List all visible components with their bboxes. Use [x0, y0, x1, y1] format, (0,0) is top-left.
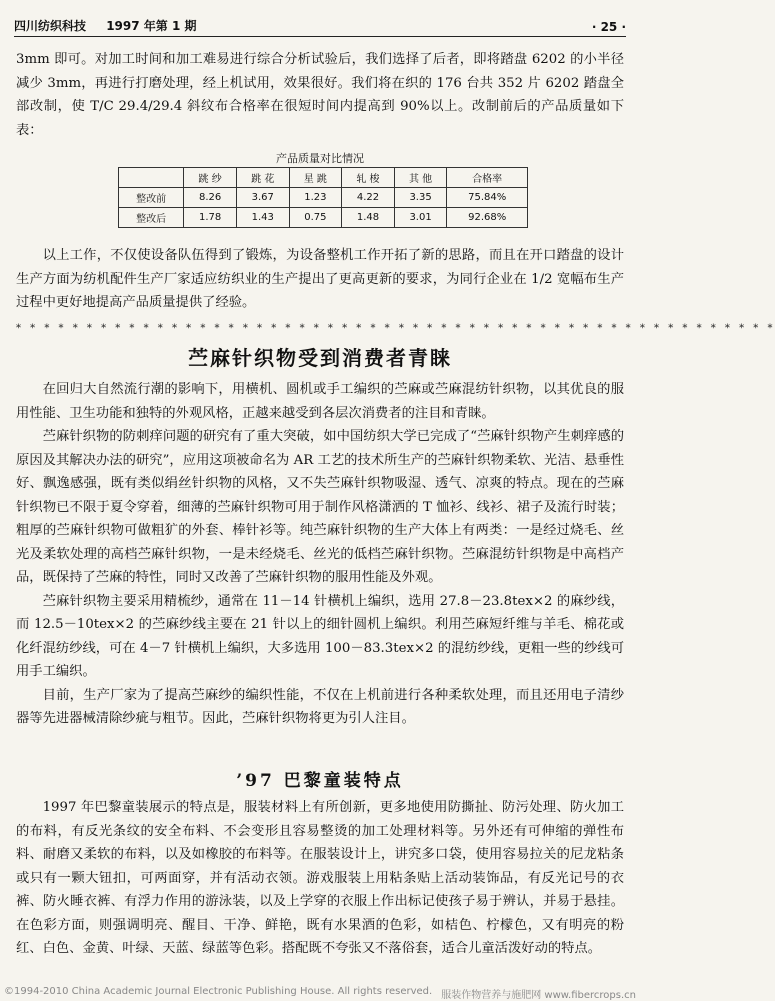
journal-name: 四川纺织科技 [14, 19, 87, 33]
copyright-text: ©1994-2010 China Academic Journal Electronic Publishing House. All rights reserved. [4, 986, 433, 997]
article-paragraph: 在回归大自然流行潮的影响下，用横机、圆机或手工编织的苎麻或苎麻混纺针织物，以其优良的服用性能、卫生功能和独特的外观风格，正越来越受到各层次消费者的注目和青睐。 [16, 382, 624, 421]
table-cell: 3.35 [394, 188, 447, 208]
table-cell: 1.78 [184, 208, 237, 228]
table-cell: 整改后 [119, 208, 184, 228]
table-header-cell: 其 他 [394, 168, 447, 188]
watermark-text: 服装作物营养与施肥网 www.fibercrops.cn [441, 990, 636, 1001]
table-cell: 8.26 [184, 188, 237, 208]
article-paragraph: 苎麻针织物主要采用精梳纱，通常在 11－14 针横机上编织，选用 27.8－23.8tex×2 的麻纱线，而 12.5－10tex×2 的苎麻纱线主要在 21 针以上的细针圆机上编织。利用苎麻短纤维与羊毛、棉花或化纤混纺纱线，可在 4－7 针横机上编织，大多选用 100－83.3tex×2 的混纺纱线，更粗一些的纱线可用手工编织。 [16, 593, 624, 679]
article-paragraph: 1997 年巴黎童装展示的特点是，服装材料上有所创新，更多地使用防撕扯、防污处理、防火加工的布料，有反光条纹的安全布料、不会变形且容易整烫的加工处理材料等。另外还有可伸缩的弹性布料、耐磨又柔软的布料，以及如橡胶的布料等。在服装设计上，讲究多口袋，使用容易拉关的尼龙粘条或只有一颗大钮扣，可两面穿，并有活动衣领。游戏服装上用粘条贴上活动装饰品，有反光记号的衣裤、防火睡衣裤、有浮力作用的游泳装，以及上学穿的衣服上作出标记使孩子易于辨认，并易于悬挂。在色彩方面，则强调明亮、醒目、干净、鲜艳，既有水果酒的色彩，如桔色、柠檬色，又有明亮的粉红、白色、金黄、叶绿、天蓝、绿蓝等色彩。搭配既不夸张又不落俗套，适合儿童活泼好动的特点。 [16, 800, 624, 956]
table-cell: 1.43 [236, 208, 289, 228]
page-number: · 25 · [591, 20, 626, 34]
table-row [119, 188, 528, 208]
table-header-cell: 合格率 [447, 168, 528, 188]
table-cell: 1.48 [342, 208, 395, 228]
page-header [14, 10, 626, 37]
closing-block [16, 244, 624, 315]
closing-paragraph: 以上工作，不仅使设备队伍得到了锻炼，为设备整机工作开拓了新的思路，而且在开口踏盘的设计生产方面为纺机配件生产厂家适应纺织业的生产提出了更高更新的要求，为同行企业在 1/2 宽幅布生产过程中更好地提高产品质量提供了经验。 [16, 248, 624, 310]
table-header-row [119, 168, 528, 188]
article-title-paris: ’97 巴黎童装特点 [236, 771, 404, 791]
intro-block [16, 48, 624, 142]
article-title-ramie: 苎麻针织物受到消费者青睐 [188, 346, 452, 370]
table-header-cell: 轧 梭 [342, 168, 395, 188]
table-title: 产品质量对比情况 [276, 152, 364, 165]
table-cell: 92.68% [447, 208, 528, 228]
table-row [119, 208, 528, 228]
article-ramie-body [16, 378, 624, 731]
table-cell: 4.22 [342, 188, 395, 208]
table-header-cell: 跳 花 [236, 168, 289, 188]
quality-table [118, 167, 528, 228]
table-cell: 0.75 [289, 208, 342, 228]
table-header-cell [119, 168, 184, 188]
table-cell: 1.23 [289, 188, 342, 208]
table-cell: 3.01 [394, 208, 447, 228]
article-paragraph: 苎麻针织物的防刺痒问题的研究有了重大突破，如中国纺织大学已完成了“苎麻针织物产生刺痒感的原因及其解决办法的研究”，应用这项被命名为 AR 工艺的技术所生产的苎麻针织物柔软、光洁、悬垂性好、飘逸感强，既有类似绢丝针织物的风格，又不失苎麻针织物吸湿、透气、凉爽的特点。现在的苎麻针织物已不限于夏令穿着，细薄的苎麻针织物可用于制作风格潇洒的 T 恤衫、线衫、裙子及流行时装；粗厚的苎麻针织物可做粗犷的外套、棒针衫等。纯苎麻针织物的生产大体上有两类：一是经过烧毛、丝光及柔软处理的高档苎麻针织物，一是未经烧毛、丝光的低档苎麻针织物。苎麻混纺针织物是中高档产品，既保持了苎麻的特性，同时又改善了苎麻针织物的服用性能及外观。 [16, 429, 624, 585]
section-divider: * * * * * * * * * * * * * * * * * * * * * * * * * * * * * * * * * * * * * * * * * * * * * * * * * * * * * * [16, 323, 775, 334]
page-footer [0, 986, 640, 1000]
issue-label: 1997 年第 1 期 [106, 19, 197, 33]
article-paris-body [16, 796, 624, 961]
header-left [14, 17, 213, 34]
article-paragraph: 目前，生产厂家为了提高苎麻纱的编织性能，不仅在上机前进行各种柔软处理，而且还用电子清纱器等先进器械清除纱疵与粗节。因此，苎麻针织物将更为引人注目。 [16, 687, 624, 726]
table-header-cell: 星 跳 [289, 168, 342, 188]
table-header-cell: 跳 纱 [184, 168, 237, 188]
table-cell: 3.67 [236, 188, 289, 208]
intro-paragraph: 3mm 即可。对加工时间和加工难易进行综合分析试验后，我们选择了后者，即将踏盘 6202 的小半径减少 3mm，再进行打磨处理，经上机试用，效果很好。我们将在织的 176 台共 352 片 6202 踏盘全部改制，使 T/C 29.4/29.4 斜纹布合格率在很短时间内提高到 90%以上。改制前后的产品质量如下表： [16, 52, 624, 138]
table-cell: 75.84% [447, 188, 528, 208]
table-cell: 整改前 [119, 188, 184, 208]
